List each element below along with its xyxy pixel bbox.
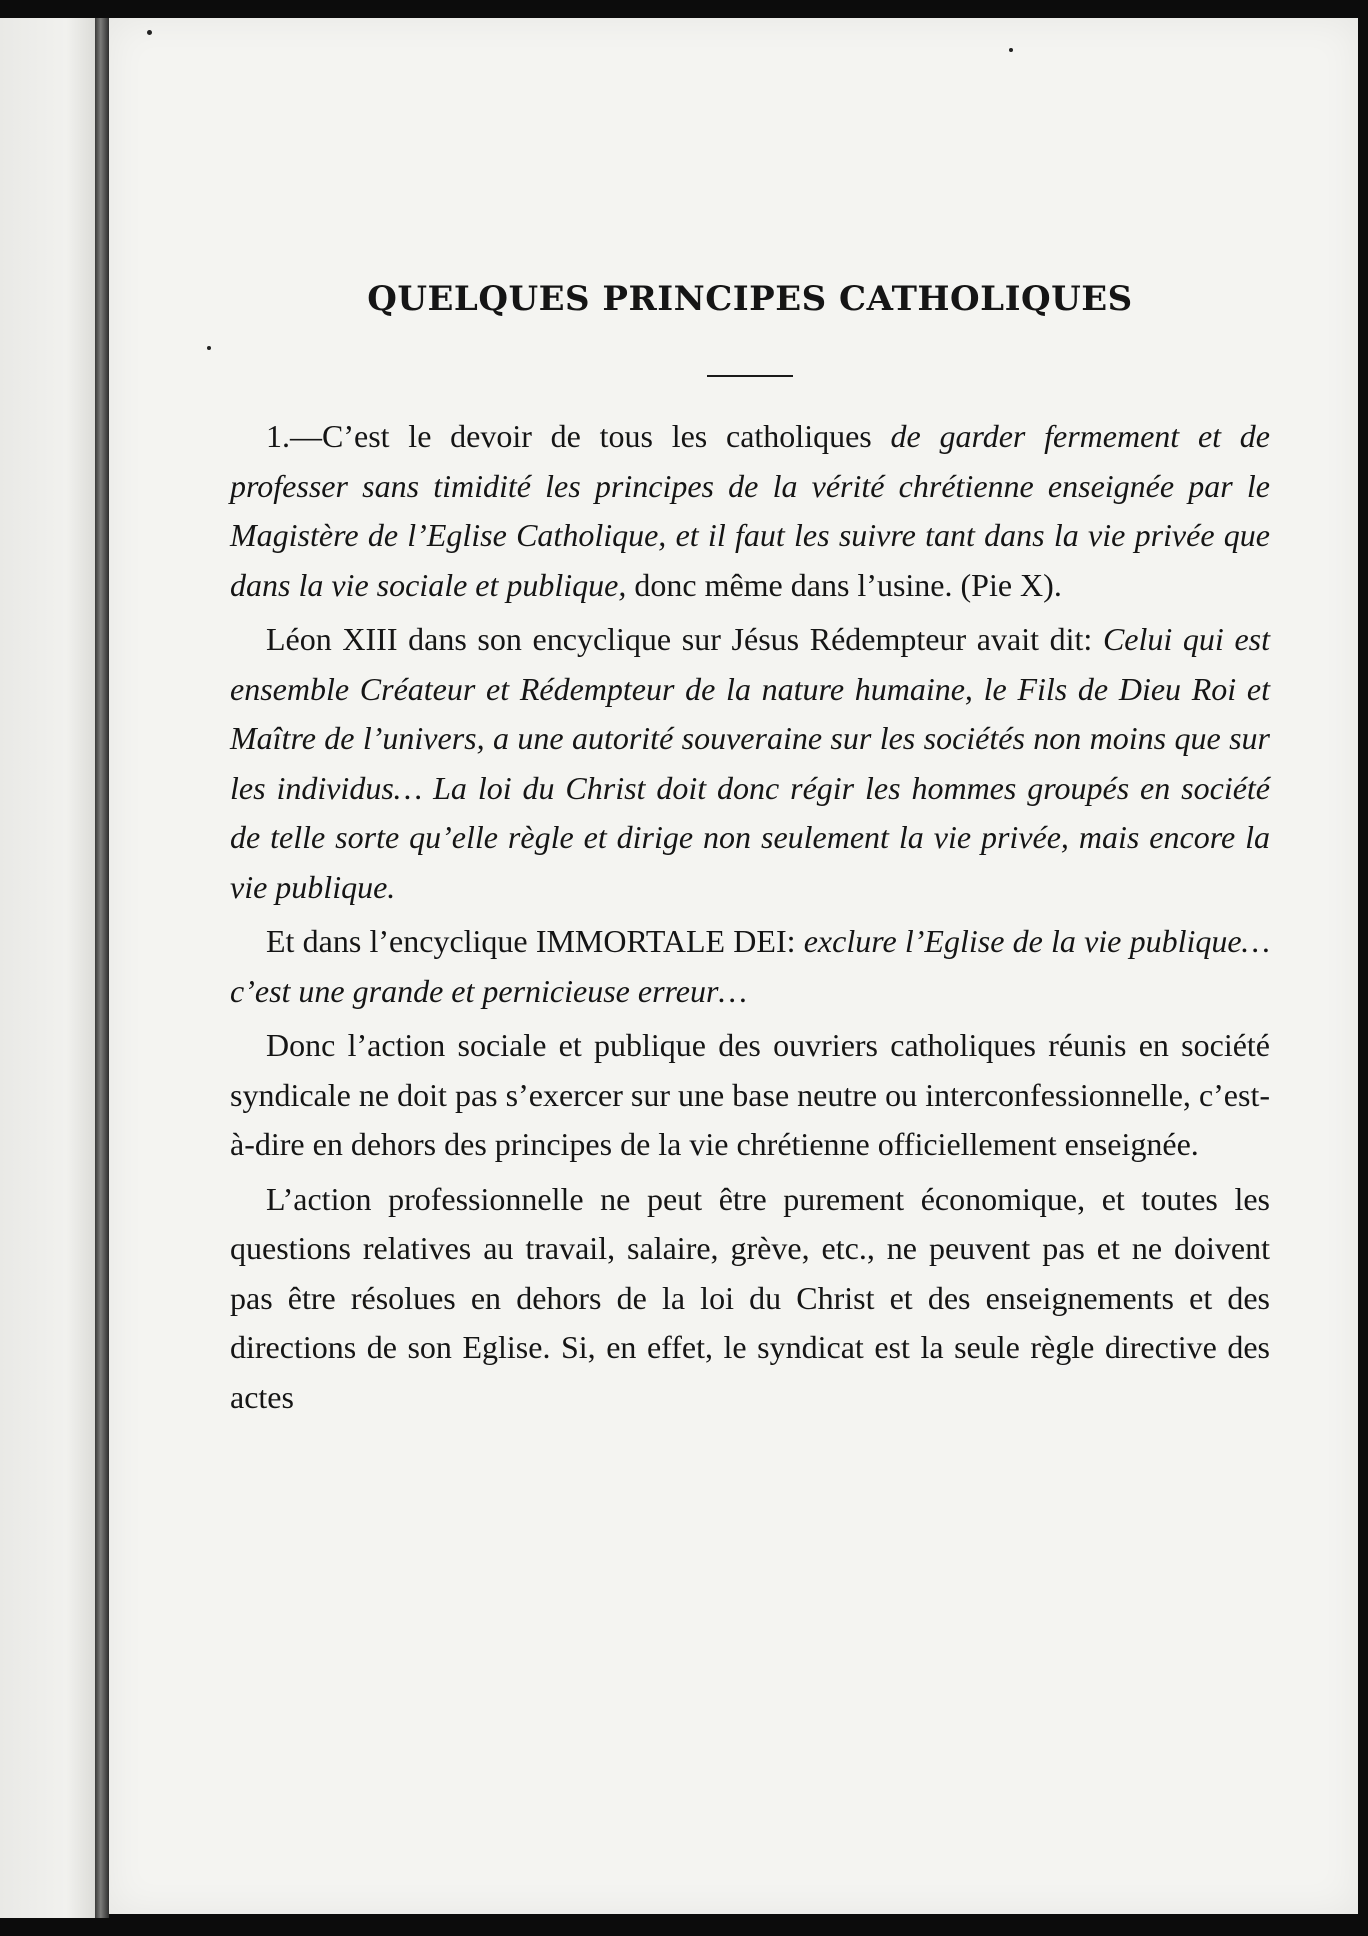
paragraph-2 <box>230 615 1270 912</box>
italic-text-run: exclure l’Eglise de la vie publique… c’est une grande et pernicieuse erreur… <box>230 923 1271 1009</box>
italic-text-run: Celui qui est ensemble Créateur et Rédempteur de la nature humaine, le Fils de Dieu Roi et Maître de l’univers, a une autorité souveraine sur les sociétés non moins que sur les individus… La loi du Christ doit donc régir les hommes groupés en société de telle sorte qu’elle règle et dirige non seulement la vie privée, mais encore la vie publique. <box>230 621 1270 905</box>
page-content <box>230 273 1270 1427</box>
book-spine <box>95 18 109 1918</box>
ink-speck <box>147 30 152 35</box>
text-run: Donc l’action sociale et publique des ouvriers catholiques réunis en société syndicale ne doit pas s’exercer sur une base neutre ou interconfessionnelle, c’est-à-dire en dehors des principes de la vie chrétienne officiellement enseignée. <box>230 1027 1270 1162</box>
paragraph-3 <box>230 917 1270 1016</box>
text-run: Léon XIII dans son encyclique sur Jésus Rédempteur avait dit: <box>266 621 1103 657</box>
paragraph-5 <box>230 1175 1270 1423</box>
text-run: donc même dans l’usine. (Pie X). <box>626 566 1062 603</box>
paragraph-1 <box>230 412 1270 610</box>
text-run: Et dans l’encyclique IMMORTALE DEI: <box>266 923 804 959</box>
text-run: 1.—C’est le devoir de tous les catholiques <box>266 418 891 454</box>
text-run: L’action professionnelle ne peut être purement économique, et toutes les questions relatives au travail, salaire, grève, etc., ne peuvent pas et ne doivent pas être résolues en dehors de la loi du Christ et des enseignements et des directions de son Eglise. Si, en effet, le syndicat est la seule règle directive des actes <box>230 1180 1270 1415</box>
paragraph-4 <box>230 1021 1270 1170</box>
page-title: QUELQUES PRINCIPES CATHOLIQUES <box>367 279 1133 319</box>
ink-speck <box>207 346 211 350</box>
page <box>109 18 1358 1914</box>
title-rule <box>707 375 793 377</box>
italic-text-run: de garder fermement et de professer sans timidité les principes de la vérité chrétienne enseignée par le Magistère de l’Eglise Catholique, et il faut les suivre tant dans la vie privée que dans la vie sociale et publique, <box>230 418 1271 603</box>
facing-page-edge <box>0 18 95 1918</box>
ink-speck <box>1009 48 1013 52</box>
